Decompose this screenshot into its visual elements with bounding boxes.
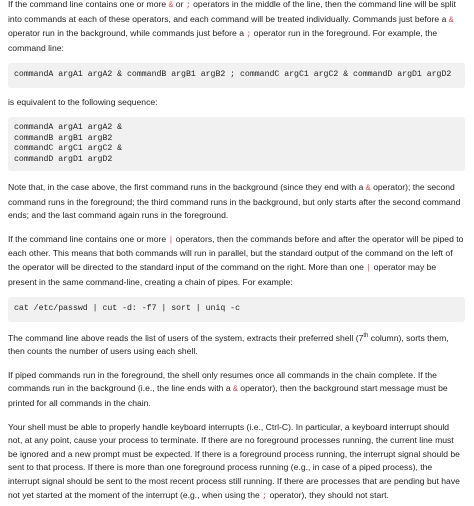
text: operators, then the commands before and after the operator will be piped to each other. This means that both commands will run in parallel, but the standard output of the command on the left of the operator will be directed to the standard input of the command on the right. More than one xyxy=(8,233,464,272)
text: or xyxy=(173,0,186,9)
code-block-pipe-example[interactable]: cat /etc/passwd | cut -d: -f7 | sort | uniq -c xyxy=(8,297,465,321)
text: If the command line contains one or more xyxy=(8,233,169,244)
inline-code-pipe: | xyxy=(168,235,174,245)
code-line: commandD argD1 argD2 xyxy=(14,154,113,164)
text: Your shell must be able to properly handle keyboard interrupts (i.e., Ctrl-C). In particular, a keyboard interrupt should not, at any point, cause your process to terminate. If there are no foreground processes running, the current line must be ignored and a new prompt must be expected. If there is a foreground process running, the interrupt signal should be sent to that process. If there is more than one foreground process running (e.g., in case of a piped process), the interrupt signal should be sent to the most recent process still running. If there are processes that are pending but have not yet started at the moment of the interrupt (e.g., when using the xyxy=(8,421,460,500)
paragraph-foreground-pipes xyxy=(8,369,465,411)
paragraph-pipes xyxy=(8,233,465,289)
text: operators in the middle of the line, then the command line will be split into commands at each of these operators, and each command will be treated individually. Commands just before a xyxy=(8,0,456,24)
paragraph-equivalent: is equivalent to the following sequence: xyxy=(8,96,158,107)
inline-code-amp: & xyxy=(233,385,238,395)
code-line: commandC argC1 argC2 & xyxy=(14,144,123,154)
inline-code-amp: & xyxy=(365,184,371,193)
text: column), sorts them, then counts the number of users using each shell. xyxy=(8,332,449,357)
inline-code-semicolon: ; xyxy=(262,491,268,501)
paragraph-operators xyxy=(8,0,465,55)
inline-code-semicolon: ; xyxy=(185,1,191,10)
inline-code-semicolon: ; xyxy=(246,30,252,40)
paragraph-command-explained xyxy=(8,332,465,359)
text: The command line above reads the list of users of the system, extracts their preferred shell (7 xyxy=(8,332,364,343)
text: operator may be present in the same command-line, creating a chain of pipes. For example: xyxy=(8,261,437,287)
code-line: commandB argB1 argB2 xyxy=(14,133,113,143)
text: operator run in the background, while commands just before a xyxy=(8,28,247,39)
code-block-command-line[interactable]: commandA argA1 argA2 & commandB argB1 argB2 ; commandC argC1 argC2 & commandD argD1 argD2 xyxy=(8,63,465,87)
superscript: th xyxy=(363,332,369,339)
text: Note that, in the case above, the first command runs in the background (since they end with a xyxy=(8,182,366,192)
text: operator), they should not start. xyxy=(267,489,389,500)
paragraph-note xyxy=(8,181,465,223)
inline-code-pipe: | xyxy=(366,263,372,273)
text: operator run in the foreground. For example, the command line: xyxy=(8,28,438,53)
text: If the command line contains one or more xyxy=(8,0,169,9)
text: operator); the second command runs in the foreground; the third command runs in the background, but only starts after the second command ends; and the last command again runs in the foreground. xyxy=(8,182,461,221)
paragraph-keyboard-interrupts xyxy=(8,421,465,504)
code-line: commandA argA1 argA2 & xyxy=(14,123,123,133)
text: If piped commands run in the foreground, the shell only resumes once all commands in the chain complete. If the commands run in the background (i.e., the line ends with a xyxy=(8,369,437,394)
text: operator), then the background start message must be printed for all commands in the chain. xyxy=(8,383,448,408)
inline-code-amp: & xyxy=(168,1,174,10)
code-block-sequence[interactable] xyxy=(8,117,465,171)
inline-code-amp: & xyxy=(448,15,454,25)
